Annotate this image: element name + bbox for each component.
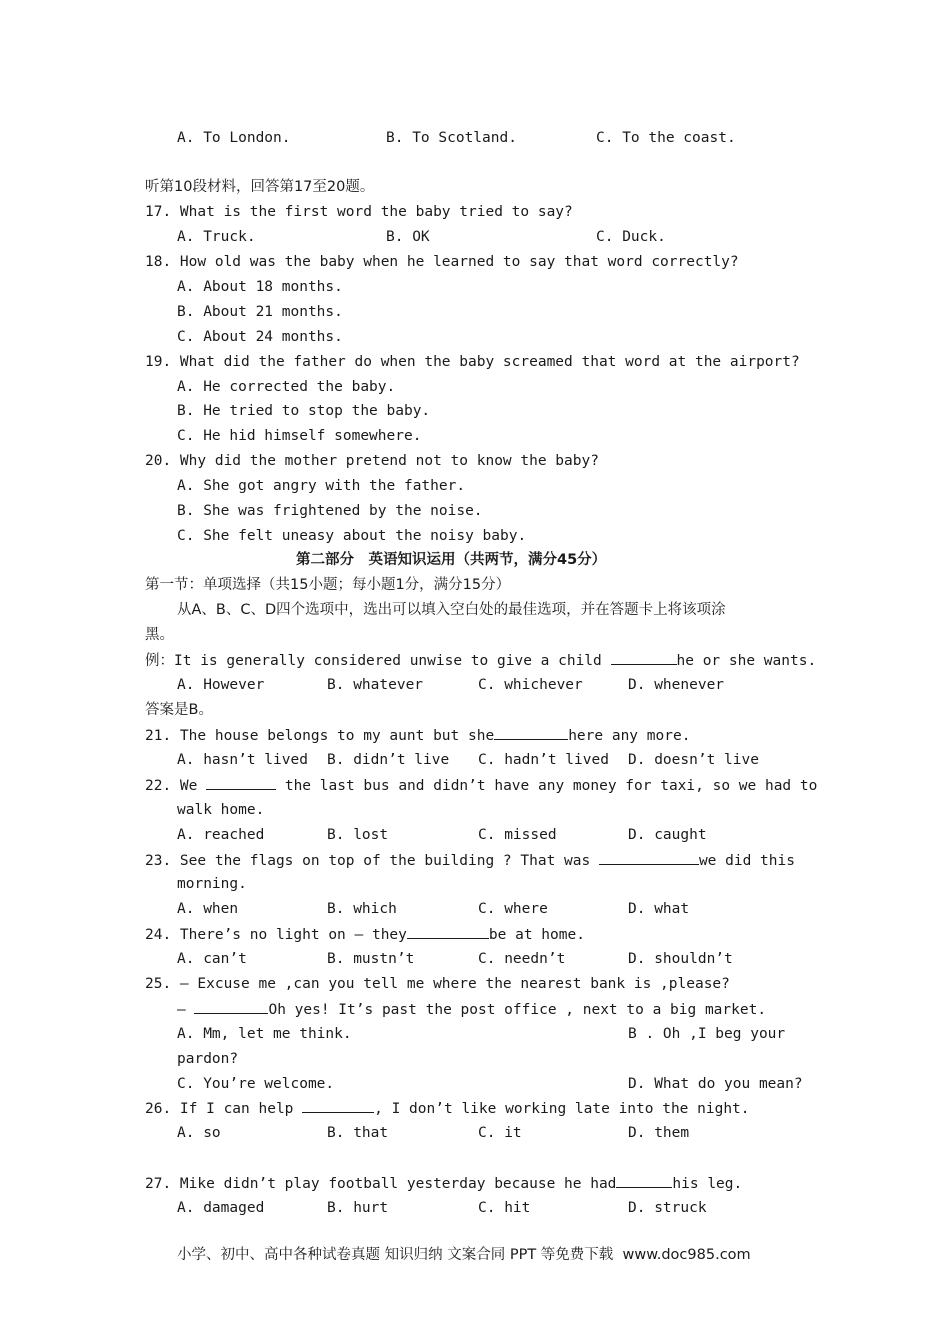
q27-option-a: A. damaged (177, 1200, 265, 1216)
part2-title: 第二部分 英语知识运用（共两节，满分45分） (296, 552, 607, 568)
q23-stem-line2: morning. (177, 876, 247, 892)
q18-option-b: B. About 21 months. (177, 304, 343, 320)
example-stem-end: he or she wants. (676, 653, 817, 669)
q26-option-c: C. it (478, 1125, 522, 1141)
q27-stem-start: 27. Mike didn’t play football yesterday because he had (145, 1176, 617, 1192)
example-option-a: A. However (177, 677, 265, 693)
q22-option-b: B. lost (327, 827, 389, 843)
q22-option-c: C. missed (478, 827, 557, 843)
q19-option-a: A. He corrected the baby. (177, 379, 396, 395)
example-option-b: B. whatever (327, 677, 424, 693)
q24-option-a: A. can’t (177, 951, 247, 967)
footer-url[interactable]: www.doc985.com (622, 1247, 751, 1263)
q24-option-c: C. needn’t (478, 951, 566, 967)
example-stem (145, 650, 816, 671)
q17-stem: 17. What is the first word the baby tried to say? (145, 204, 573, 220)
q17-option-a: A. Truck. (177, 229, 256, 245)
q22-stem (145, 775, 817, 796)
q26-stem (145, 1098, 750, 1119)
instruction-line2: 黑。 (145, 627, 174, 643)
q24-stem-end: be at home. (488, 927, 585, 943)
q25-option-b-continued: pardon? (177, 1051, 239, 1067)
q25-reply-dash: — (177, 1002, 195, 1018)
q19-option-b: B. He tried to stop the baby. (177, 403, 431, 419)
example-stem-start: 例：It is generally considered unwise to give a child (145, 653, 611, 669)
q22-stem-line2: walk home. (177, 802, 265, 818)
q19-option-c: C. He hid himself somewhere. (177, 428, 422, 444)
q25-blank (194, 999, 268, 1014)
q27-stem-end: his leg. (672, 1176, 743, 1192)
q25-stem: 25. — Excuse me ,can you tell me where the nearest bank is ,please? (145, 976, 730, 992)
example-option-d: D. whenever (628, 677, 725, 693)
q21-stem-end: here any more. (568, 728, 691, 744)
q22-stem-start: 22. We (145, 778, 207, 794)
q17-option-b: B. OK (386, 229, 430, 245)
section10-instruction: 听第10段材料，回答第17至20题。 (145, 179, 375, 195)
q18-option-c: C. About 24 months. (177, 329, 343, 345)
example-answer: 答案是B。 (145, 702, 213, 718)
footer-text: 小学、初中、高中各种试卷真题 知识归纳 文案合同 PPT 等免费下载 (177, 1247, 614, 1263)
q25-reply-text: Oh yes! It’s past the post office , next to a big market. (268, 1002, 767, 1018)
q16-option-a: A. To London. (177, 130, 291, 146)
q27-blank (616, 1173, 672, 1188)
example-blank (611, 650, 677, 665)
q20-option-a: A. She got angry with the father. (177, 478, 466, 494)
q25-option-c: C. You’re welcome. (177, 1076, 335, 1092)
q23-option-d: D. what (628, 901, 690, 917)
q20-option-c: C. She felt uneasy about the noisy baby. (177, 528, 527, 544)
q22-option-d: D. caught (628, 827, 707, 843)
q23-stem (145, 850, 795, 871)
q21-blank (494, 725, 568, 740)
q17-option-c: C. Duck. (596, 229, 666, 245)
q26-stem-end: , I don’t like working late into the night. (374, 1101, 750, 1117)
q23-option-b: B. which (327, 901, 397, 917)
q26-option-a: A. so (177, 1125, 221, 1141)
q24-stem-start: 24. There’s no light on — they (145, 927, 407, 943)
q21-option-c: C. hadn’t lived (478, 752, 609, 768)
q18-option-a: A. About 18 months. (177, 279, 343, 295)
q21-option-d: D. doesn’t live (628, 752, 759, 768)
q21-stem (145, 725, 690, 746)
q21-option-b: B. didn’t live (327, 752, 450, 768)
q22-option-a: A. reached (177, 827, 265, 843)
example-option-c: C. whichever (478, 677, 583, 693)
q23-stem-start: 23. See the flags on top of the building ? That was (145, 853, 599, 869)
q16-option-b: B. To Scotland. (386, 130, 517, 146)
q27-option-b: B. hurt (327, 1200, 389, 1216)
q23-blank (599, 850, 699, 865)
instruction-line1: 从A、B、C、D四个选项中，选出可以填入空白处的最佳选项，并在答题卡上将该项涂 (177, 602, 726, 618)
q27-option-d: D. struck (628, 1200, 707, 1216)
q22-stem-end: the last bus and didn’t have any money for taxi, so we had to (276, 778, 818, 794)
q23-option-a: A. when (177, 901, 239, 917)
q21-stem-start: 21. The house belongs to my aunt but she (145, 728, 495, 744)
q24-blank (407, 924, 489, 939)
q25-option-b: B . Oh ,I beg your (628, 1026, 786, 1042)
q26-option-d: D. them (628, 1125, 690, 1141)
q24-option-b: B. mustn’t (327, 951, 415, 967)
q25-option-a: A. Mm, let me think. (177, 1026, 352, 1042)
q27-option-c: C. hit (478, 1200, 531, 1216)
q19-stem: 19. What did the father do when the baby screamed that word at the airport? (145, 354, 800, 370)
q25-option-d: D. What do you mean? (628, 1076, 803, 1092)
q23-option-c: C. where (478, 901, 548, 917)
footer (177, 1245, 751, 1265)
q21-option-a: A. hasn’t lived (177, 752, 308, 768)
q26-blank (302, 1098, 374, 1113)
q23-stem-end: we did this (698, 853, 795, 869)
q24-stem (145, 924, 585, 945)
q26-stem-start: 26. If I can help (145, 1101, 303, 1117)
q26-option-b: B. that (327, 1125, 389, 1141)
q22-blank (206, 775, 276, 790)
q16-option-c: C. To the coast. (596, 130, 736, 146)
q20-stem: 20. Why did the mother pretend not to know the baby? (145, 453, 599, 469)
q24-option-d: D. shouldn’t (628, 951, 733, 967)
q20-option-b: B. She was frightened by the noise. (177, 503, 483, 519)
section1-title: 第一节：单项选择（共15小题；每小题1分，满分15分） (145, 577, 511, 593)
q18-stem: 18. How old was the baby when he learned to say that word correctly? (145, 254, 739, 270)
q25-reply (177, 999, 766, 1020)
q27-stem (145, 1173, 742, 1194)
